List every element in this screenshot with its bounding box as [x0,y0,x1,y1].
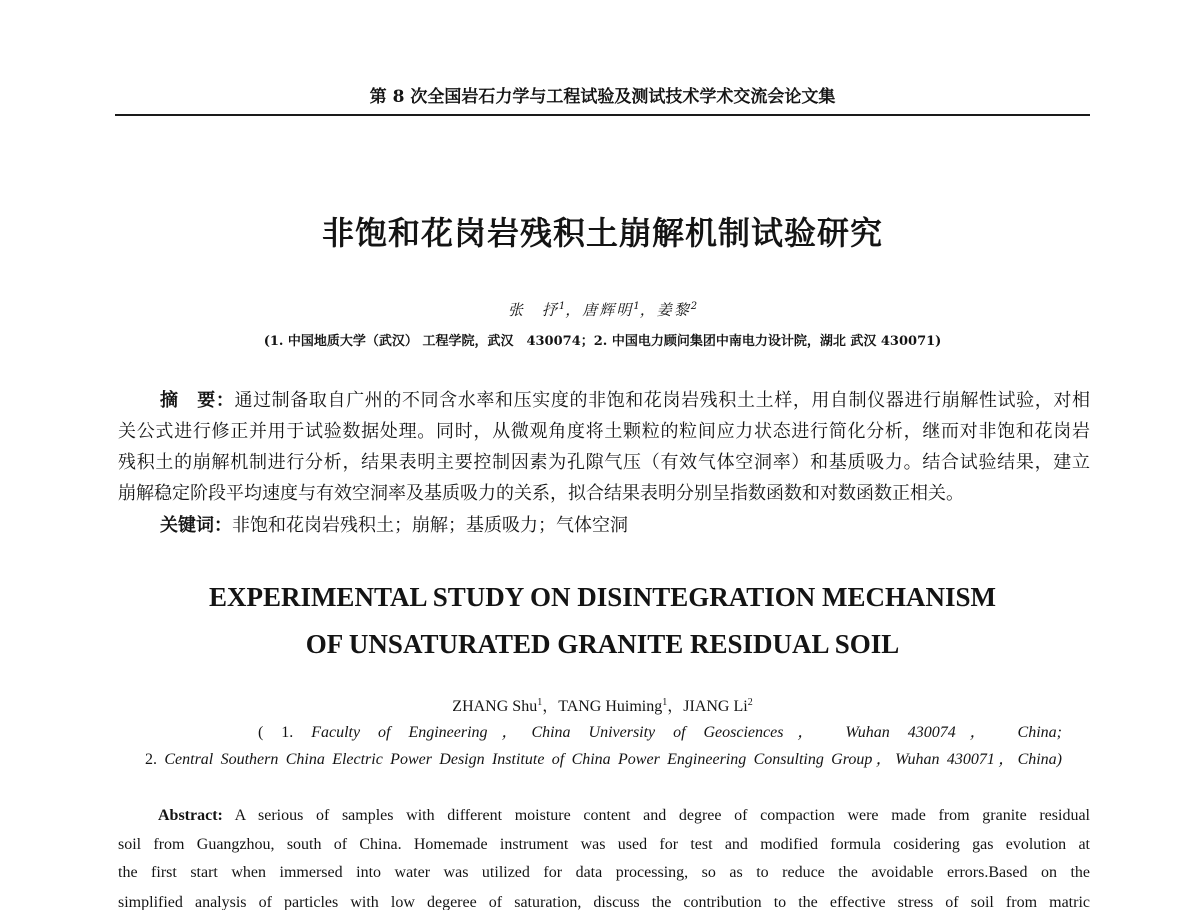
author-affiliation-mark: 1 [633,301,640,312]
author-name: JIANG Li [683,698,748,715]
author-name: 姜黎 [656,301,691,319]
author-name: ZHANG Shu [452,698,538,715]
abstract-english-line [118,802,1090,830]
authors-chinese [115,299,1090,321]
keywords-text: 非饱和花岗岩残积土；崩解；基质吸力；气体空洞 [232,515,628,536]
affiliation-text: Central Southern China Electric Power Design Institute of China Power Engineering Consulting Group，Wuhan 430071，China) [164,751,1062,768]
affiliations-chinese: (1. 中国地质大学（武汉） 工程学院，武汉 430074；2. 中国电力顾问集团中南电力设计院，湖北 武汉 430071) [263,334,942,349]
paper-title-chinese: 非饱和花岗岩残积土崩解机制试验研究 [321,214,883,252]
abstract-text: A serious of samples with different moisture content and degree of compaction were made from granite residual [234,807,1090,824]
author-affiliation-mark: 1 [537,697,543,708]
abstract-chinese [118,385,1090,509]
title-line: OF UNSATURATED GRANITE RESIDUAL SOIL [305,629,900,659]
author-name: 张 抒 [507,301,559,319]
author-name: 唐辉明 [582,301,634,319]
abstract-english-line: soil from Guangzhou, south of China. Homemade instrument was used for test and modified formula cosidering gas evolution at [118,836,1090,853]
author-separator: ， [542,698,559,715]
paper-title-english [115,574,1090,668]
author-separator: ， [565,301,583,319]
affiliation-english-line [145,749,1062,771]
author-separator: ， [667,698,684,715]
keywords-label: 关键词： [160,515,232,536]
affiliation-number: ( 1. [258,724,312,741]
abstract-line [118,385,1090,416]
abstract-line: 关公式进行修正并用于试验数据处理。同时，从微观角度将土颗粒的粒间应力状态进行简化分析，继而对非饱和花岗岩 [118,421,1090,442]
affiliation-number: 2. [145,751,165,768]
abstract-line: 崩解稳定阶段平均速度与有效空洞率及基质吸力的关系，拟合结果表明分别呈指数函数和对数函数正相关。 [118,483,964,504]
author-affiliation-mark: 1 [558,301,566,312]
abstract-label: 摘 要： [160,390,235,411]
abstract-english-line: the first start when immersed into water was utilized for data processing, so as to reduce the avoidable errors.Based on the [118,864,1090,881]
author-name: TANG Huiming [558,698,663,715]
keywords-chinese [160,511,1060,541]
author-affiliation-mark: 2 [690,301,698,312]
affiliation-english-line [258,722,1062,744]
authors-english [115,696,1090,718]
abstract-english-line: simplified analysis of particles with low degeree of saturation, discuss the contribution to the effective stress of soil from matric [118,895,1090,910]
abstract-label: Abstract: [158,807,223,824]
running-header: 第 8 次全国岩石力学与工程试验及测试技术学术交流会论文集 [369,87,836,107]
title-line: EXPERIMENTAL STUDY ON DISINTEGRATION MECHANISM [208,582,997,612]
author-affiliation-mark: 2 [747,697,753,708]
author-separator: ， [639,301,657,319]
abstract-text: 通过制备取自广州的不同含水率和压实度的非饱和花岗岩残积土土样，用自制仪器进行崩解性试验，对相 [234,390,1090,411]
author-affiliation-mark: 1 [662,697,668,708]
header-rule [115,114,1090,116]
affiliation-text: Faculty of Engineering，China University of Geosciences， Wuhan 430074， China; [311,724,1062,741]
abstract-line: 残积土的崩解机制进行分析，结果表明主要控制因素为孔隙气压（有效气体空洞率）和基质吸力。结合试验结果，建立 [118,452,1090,473]
